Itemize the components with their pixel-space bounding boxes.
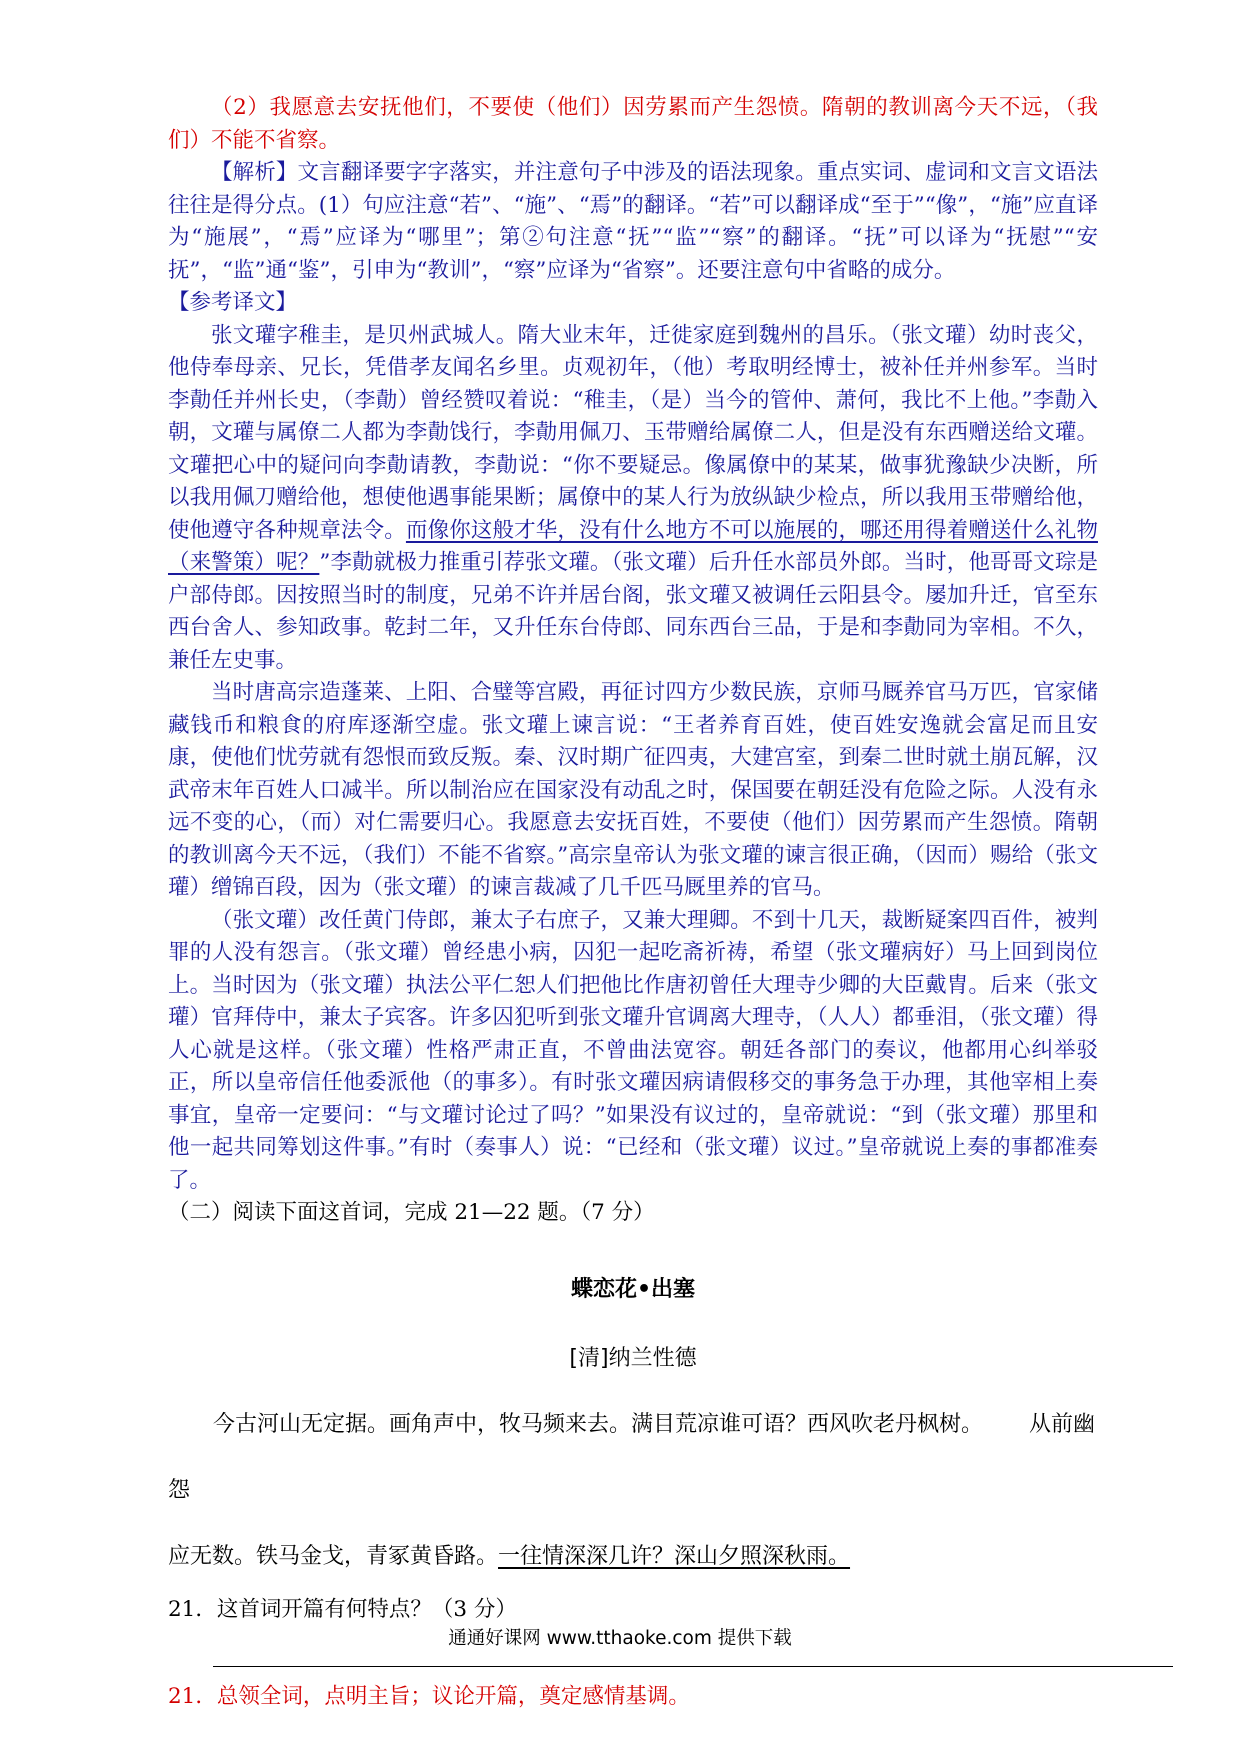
footer-credit: 通通好课网 www.tthaoke.com 提供下载 [448, 1628, 792, 1649]
poem-title: 蝶恋花•出塞 [570, 1276, 696, 1302]
poem-line-2 [168, 1524, 1098, 1590]
section-intro: （二）阅读下面这首词，完成 21—22 题。（7 分） [168, 1200, 655, 1225]
document-body [168, 92, 1098, 1713]
answer-21: 21．总领全词，点明主旨；议论开篇，奠定感情基调。 [168, 1683, 690, 1709]
translation-paragraph-1-text-a: 张文瓘字稚圭，是贝州武城人。隋大业末年，迁徙家庭到魏州的昌乐。（张文瓘）幼时丧父，他侍奉母亲、兄长，凭借孝友闻名乡里。贞观初年，（他）考取明经博士，被补任并州参军。当时李勣任并州长史，（李勣）曾经赞叹着说：“稚圭，（是）当今的管仲、萧何，我比不上他。”李勣入朝，文瓘与属僚二人都为李勣饯行，李勣用佩刀、玉带赠给属僚二人，但是没有东西赠送给文瓘。文瓘把心中的疑问向李勣请教，李勣说：“你不要疑忌。像属僚中的某某，做事犹豫缺少决断，所以我用佩刀赠给他，想使他遇事能果断；属僚中的某人行为放纵缺少检点，所以我用玉带赠给他，使他遵守各种规章法令。 [168, 322, 1098, 543]
poem-line-2-text-a: 应无数。铁马金戈，青冢黄昏路。 [168, 1543, 499, 1569]
answer-line-2: （2）我愿意去安抚他们，不要使（他们）因劳累而产生怨愤。隋朝的教训离今天不远，（我们）不能不省察。 [168, 95, 1098, 153]
translation-paragraph-1 [168, 320, 1098, 678]
poem-line-1 [168, 1392, 1098, 1524]
answer-blank-line [213, 1666, 1173, 1667]
reference-translation-heading: 【参考译文】 [168, 290, 298, 315]
poem-line-1-text-b: 从前幽怨 [168, 1411, 1096, 1503]
translation-underlined-sentence: 而像你这般才华，没有什么地方不可以施展的，哪还用得着赠送什么礼物（来警策）呢？ [168, 517, 1098, 575]
question-21: 21．这首词开篇有何特点？（3 分） [168, 1596, 517, 1622]
translation-paragraph-2: 当时唐高宗造蓬莱、上阳、合璧等宫殿，再征讨四方少数民族，京师马厩养官马万匹，官家储藏钱币和粮食的府库逐渐空虚。张文瓘上谏言说：“王者养育百姓，使百姓安逸就会富足而且安康，使他们忧劳就有怨恨而致反叛。秦、汉时期广征四夷，大建宫室，到秦二世时就土崩瓦解，汉武帝末年百姓人口减半。所以制治应在国家没有动乱之时，保国要在朝廷没有危险之际。人没有永远不变的心，（而）对仁需要归心。我愿意去安抚百姓，不要使（他们）因劳累而产生怨愤。隋朝的教训离今天不远，（我们）不能不省察。”高宗皇帝认为张文瓘的谏言很正确，（因而）赐给（张文瓘）缯锦百段，因为（张文瓘）的谏言裁减了几千匹马厩里养的官马。 [168, 680, 1098, 900]
poem-author: [清]纳兰性德 [569, 1345, 697, 1371]
poem-line-1-text-a: 今古河山无定据。画角声中，牧马频来去。满目荒凉谁可语？西风吹老丹枫树。 [213, 1411, 984, 1437]
translation-paragraph-3: （张文瓘）改任黄门侍郎，兼太子右庶子，又兼大理卿。不到十几天，裁断疑案四百件，被判罪的人没有怨言。（张文瓘）曾经患小病，囚犯一起吃斋祈祷，希望（张文瓘病好）马上回到岗位上。当时因为（张文瓘）执法公平仁恕人们把他比作唐初曾任大理寺少卿的大臣戴胄。后来（张文瓘）官拜侍中，兼太子宾客。许多囚犯听到张文瓘升官调离大理寺，（人人）都垂泪，（张文瓘）得人心就是这样。（张文瓘）性格严肃正直，不曾曲法宽容。朝廷各部门的奏议，他都用心纠举驳正，所以皇帝信任他委派他（的事多）。有时张文瓘因病请假移交的事务急于办理，其他宰相上奏事宜，皇帝一定要问：“与文瓘讨论过了吗？”如果没有议过的，皇帝就说：“到（张文瓘）那里和他一起共同筹划这件事。”有时（奏事人）说：“已经和（张文瓘）议过。”皇帝就说上奏的事都准奏了。 [168, 907, 1098, 1193]
translation-paragraph-1-text-b: ”李勣就极力推重引荐张文瓘。（张文瓘）后升任水部员外郎。当时，他哥哥文琮是户部侍郎。因按照当时的制度，兄弟不许并居台阁，张文瓘又被调任云阳县令。屡加升迁，官至东西台舍人、参知政事。乾封二年，又升任东台侍郎、同东西台三品，于是和李勣同为宰相。不久，兼任左史事。 [168, 550, 1098, 673]
analysis-paragraph: 【解析】文言翻译要字字落实，并注意句子中涉及的语法现象。重点实词、虚词和文言文语法往往是得分点。(1）句应注意“若”、“施”、“焉”的翻译。“若”可以翻译成“至于”“像”，“施”应直译为“施展”，“焉”应译为“哪里”；第②句注意“抚”“监”“察”的翻译。“抚”可以译为“抚慰”“安抚”，“监”通“鉴”，引申为“教训”，“察”应译为“省察”。还要注意句中省略的成分。 [168, 160, 1098, 283]
poem-underlined-sentence: 一往情深深几许？深山夕照深秋雨。 [498, 1543, 851, 1569]
